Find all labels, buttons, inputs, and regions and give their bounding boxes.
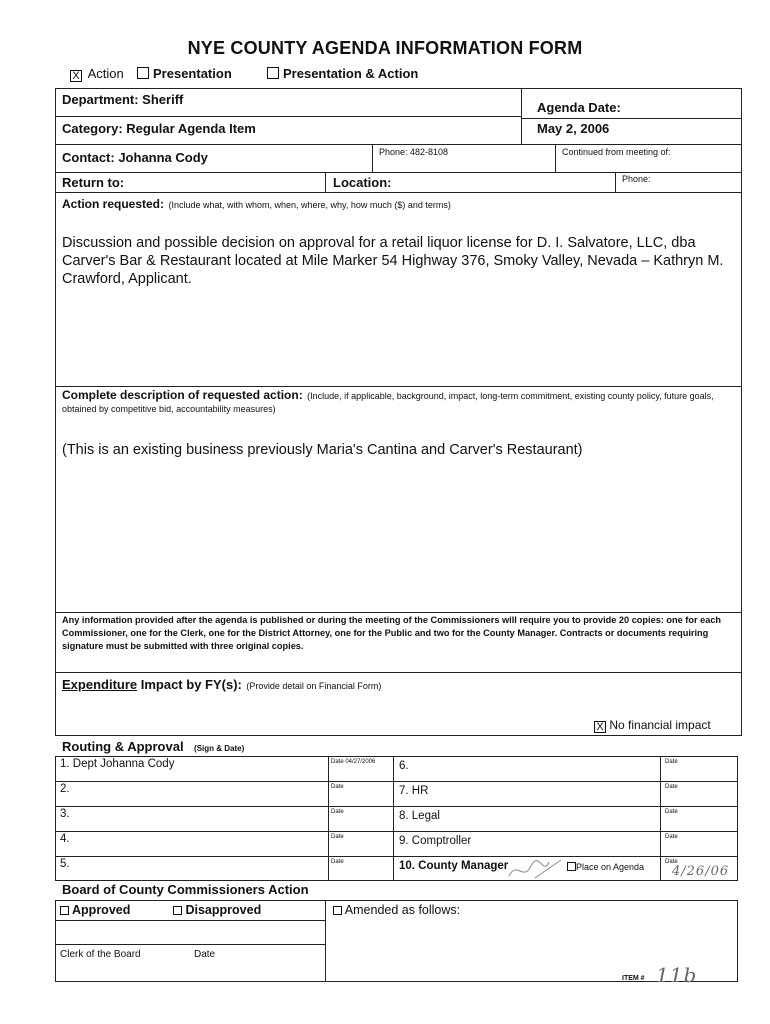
divider xyxy=(55,856,738,857)
divider xyxy=(55,172,742,173)
divider xyxy=(615,172,616,192)
routing-left-4-date: Date xyxy=(331,834,344,840)
presentation-checkbox[interactable] xyxy=(137,67,149,79)
clerk-label: Clerk of the Board xyxy=(60,949,141,960)
routing-left-1-date: Date 04/27/2006 xyxy=(331,759,376,765)
divider xyxy=(55,831,738,832)
presentation-action-label: Presentation & Action xyxy=(283,66,419,81)
divider xyxy=(325,172,326,192)
expenditure-label-rest: Impact by FY(s): xyxy=(137,677,242,692)
divider xyxy=(55,144,742,145)
action-requested-hint: (Include what, with whom, when, where, why, how much ($) and terms) xyxy=(168,200,451,210)
divider xyxy=(328,756,329,881)
expenditure-hint: (Provide detail on Financial Form) xyxy=(246,681,382,691)
return-to-field: Return to: xyxy=(62,175,125,190)
agenda-date-label: Agenda Date: xyxy=(537,100,621,115)
divider xyxy=(55,386,742,387)
divider xyxy=(55,920,325,921)
county-manager-label: 10. County Manager xyxy=(399,860,509,872)
divider xyxy=(55,672,742,673)
routing-left-3-date: Date xyxy=(331,809,344,815)
clerk-date-label: Date xyxy=(194,949,216,960)
place-on-agenda xyxy=(567,862,644,872)
county-manager-date-value: 4/26/06 xyxy=(672,864,730,879)
no-financial-impact xyxy=(594,718,711,733)
action-label: Action xyxy=(87,66,124,81)
amended-option xyxy=(333,903,460,917)
category-field: Category: Regular Agenda Item xyxy=(62,121,256,136)
action-checkbox[interactable]: X xyxy=(70,70,82,82)
routing-right-8: 8. Legal xyxy=(399,810,440,822)
expenditure-label: Expenditure xyxy=(62,677,138,692)
expenditure-header xyxy=(62,676,381,694)
place-on-agenda-checkbox[interactable] xyxy=(567,862,576,871)
contact-field: Contact: Johanna Cody xyxy=(62,150,208,165)
divider xyxy=(521,118,742,119)
routing-header xyxy=(62,738,244,756)
divider xyxy=(372,144,373,172)
routing-right-9: 9. Comptroller xyxy=(399,835,472,847)
agenda-date-value: May 2, 2006 xyxy=(537,121,610,136)
phone2-field: Phone: xyxy=(622,174,651,184)
divider xyxy=(393,756,394,881)
divider xyxy=(55,781,738,782)
divider xyxy=(55,192,742,193)
routing-right-7-date: Date xyxy=(665,784,678,790)
routing-right-7: 7. HR xyxy=(399,785,429,797)
location-field: Location: xyxy=(333,175,392,190)
routing-left-1: 1. Dept Johanna Cody xyxy=(60,758,175,770)
divider xyxy=(55,116,521,117)
routing-right-8-date: Date xyxy=(665,809,678,815)
no-financial-impact-checkbox[interactable]: X xyxy=(594,721,606,733)
routing-left-4: 4. xyxy=(60,833,70,845)
phone-field: Phone: 482-8108 xyxy=(379,147,449,157)
divider xyxy=(55,612,742,613)
county-manager-date-label: Date xyxy=(665,859,678,865)
routing-left-2: 2. xyxy=(60,783,70,795)
divider xyxy=(555,144,556,172)
routing-left-2-date: Date xyxy=(331,784,344,790)
place-on-agenda-label: Place on Agenda xyxy=(576,862,645,872)
page-title: NYE COUNTY AGENDA INFORMATION FORM xyxy=(187,38,583,58)
board-title: Board of County Commissioners Action xyxy=(62,882,309,897)
divider xyxy=(55,806,738,807)
action-requested-label: Action requested: xyxy=(62,197,165,211)
description-label: Complete description of requested action: xyxy=(62,388,303,402)
disapproved-checkbox[interactable] xyxy=(173,906,182,915)
action-requested-body: Discussion and possible decision on approval for a retail liquor license for D. I. Salvatore, LLC, dba Carver's Bar & Restaurant located at Mile Marker 54 Highway 376, Smoky Valley, Nevada – Kathryn M. Crawford, Applicant. xyxy=(62,235,724,287)
approved-label: Approved xyxy=(72,903,131,917)
disapproved-option xyxy=(173,903,261,917)
routing-left-3: 3. xyxy=(60,808,70,820)
no-financial-impact-label: No financial impact xyxy=(609,718,711,732)
routing-right-6-date: Date xyxy=(665,759,678,765)
action-requested-header xyxy=(62,195,451,213)
department-field: Department: Sheriff xyxy=(62,92,184,107)
approved-checkbox[interactable] xyxy=(60,906,69,915)
type-options xyxy=(70,66,418,82)
county-manager-row xyxy=(399,860,508,872)
routing-title: Routing & Approval xyxy=(62,739,184,754)
amended-checkbox[interactable] xyxy=(333,906,342,915)
amended-label: Amended as follows: xyxy=(344,903,461,917)
item-number: 11b xyxy=(656,963,698,987)
routing-left-5-date: Date xyxy=(331,859,344,865)
presentation-label: Presentation xyxy=(153,66,232,81)
copies-notice: Any information provided after the agenda is published or during the meeting of the Commissioners will require you to provide 20 copies: one for each Commissioner, one for the Clerk, one for the District Attorney, one for the Public and two for the County Manager. Contracts or documents requiring signature must be submitted with three original copies. xyxy=(62,615,722,651)
divider xyxy=(55,944,325,945)
description-hint: (Include, if applicable, background, impact, long-term commitment, existing county policy, future goals, obtained by competitive bid, accountability measures) xyxy=(62,391,714,414)
description-header xyxy=(62,389,738,415)
county-manager-signature xyxy=(505,856,565,882)
routing-right-9-date: Date xyxy=(665,834,678,840)
divider xyxy=(325,900,326,982)
routing-hint: (Sign & Date) xyxy=(194,744,245,753)
continued-field: Continued from meeting of: xyxy=(562,147,671,157)
divider xyxy=(521,88,522,144)
item-label: ITEM # xyxy=(622,975,645,982)
routing-right-6: 6. xyxy=(399,760,409,772)
presentation-action-checkbox[interactable] xyxy=(267,67,279,79)
approved-option xyxy=(60,903,130,917)
divider xyxy=(660,756,661,881)
disapproved-label: Disapproved xyxy=(185,903,262,917)
routing-left-5: 5. xyxy=(60,858,70,870)
description-body: (This is an existing business previously Maria's Cantina and Carver's Restaurant) xyxy=(62,442,583,458)
